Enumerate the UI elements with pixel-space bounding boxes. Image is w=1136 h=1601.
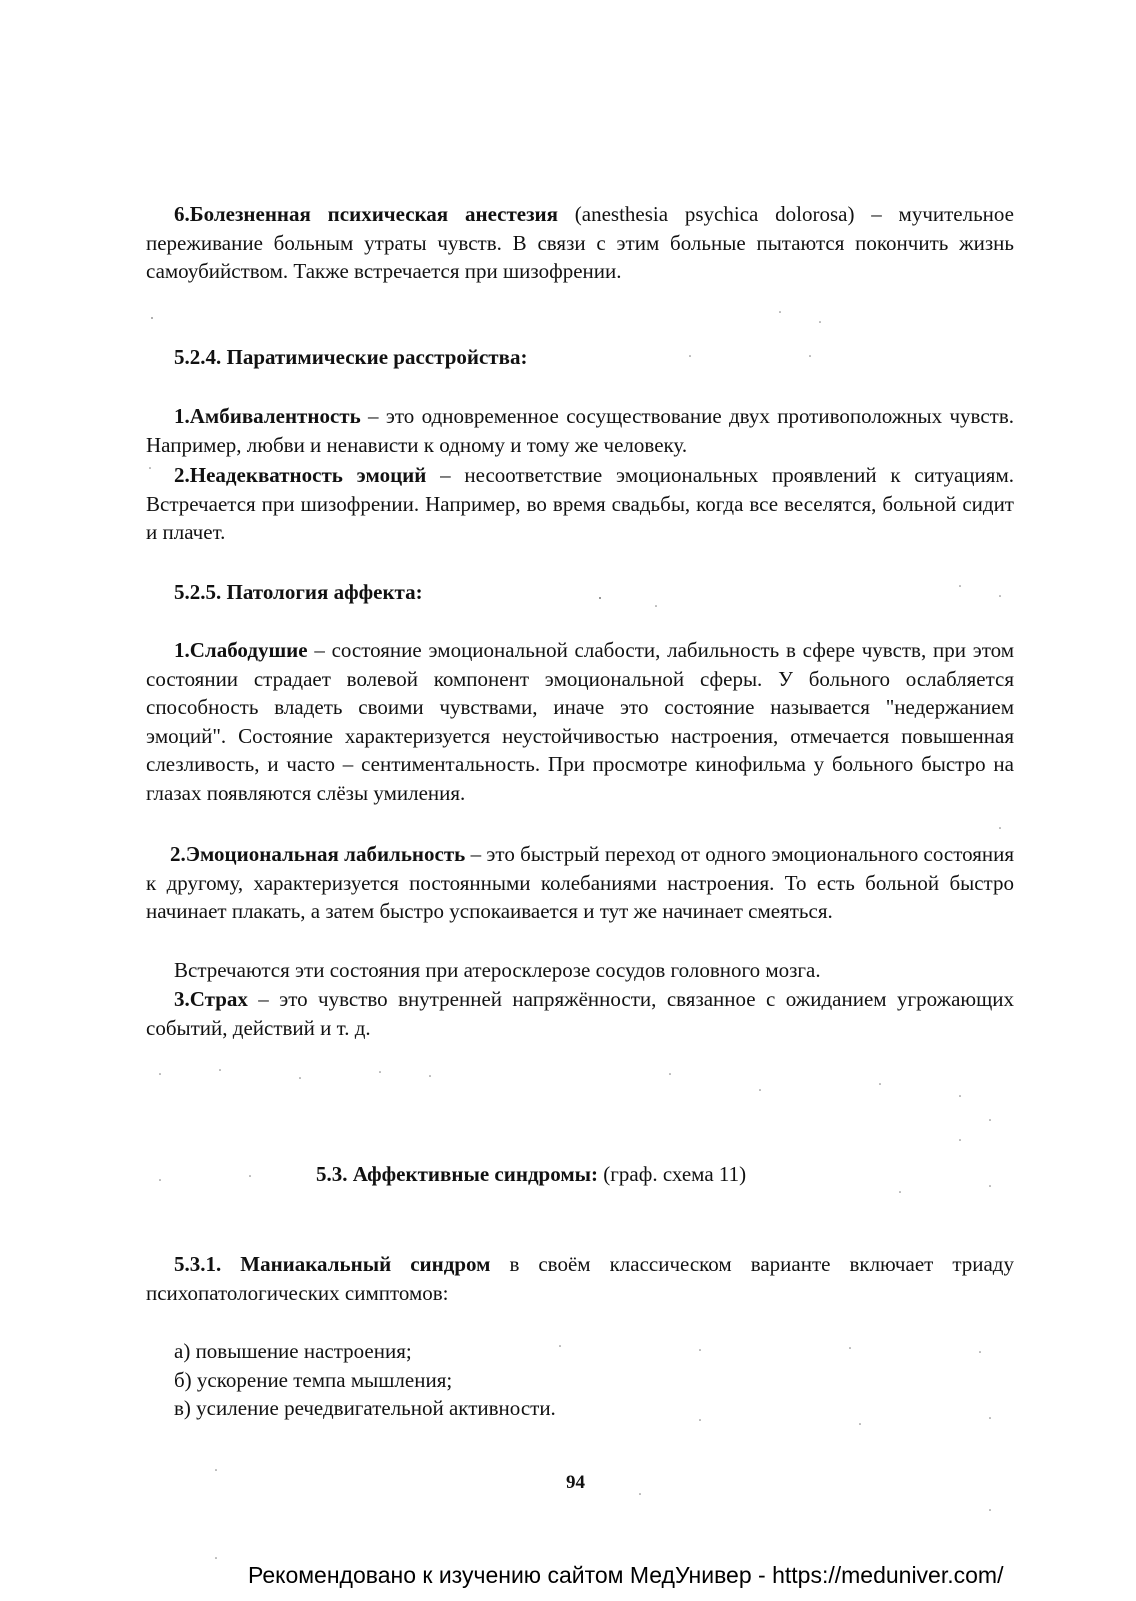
paragraph-manic-syndrome: 5.3.1. Маниакальный синдром в своём классическом варианте включает триаду психопатологических симптомов: bbox=[146, 1252, 1014, 1305]
paragraph-ambivalence: 1.Амбивалентность – это одновременное сосуществование двух противоположных чувств. Например, любви и ненависти к одному и тому же человеку. bbox=[146, 404, 1014, 457]
heading-5-2-5: 5.2.5. Патология аффекта: bbox=[174, 580, 423, 604]
term: 3.Страх bbox=[174, 987, 248, 1011]
paragraph-fear: 3.Страх – это чувство внутренней напряжённости, связанное с ожиданием угрожающих событий, действий и т. д. bbox=[146, 987, 1014, 1040]
term: 2.Неадекватность эмоций bbox=[174, 463, 427, 487]
page-number: 94 bbox=[566, 1472, 585, 1493]
list-item: а) повышение настроения; bbox=[174, 1339, 412, 1363]
paragraph-emotional-lability: 2.Эмоциональная лабильность – это быстрый переход от одного эмоционального состояния к другому, характеризуется постоянными колебаниями настроения. То есть больной быстро начинает плакать, а затем быстро успокаивается и тут же начинает смеяться. bbox=[146, 842, 1014, 923]
term: 2.Эмоциональная лабильность bbox=[170, 842, 466, 866]
term: 1.Амбивалентность bbox=[174, 404, 361, 428]
heading-5-3: 5.3. Аффективные синдромы: (граф. схема 11) bbox=[316, 1162, 747, 1186]
paragraph-inadequate-emotions: 2.Неадекватность эмоций – несоответствие эмоциональных проявлений к ситуациям. Встречается при шизофрении. Например, во время свадьбы, когда все веселятся, больной сидит и плачет. bbox=[146, 463, 1014, 544]
term: 6.Болезненная психическая анестезия bbox=[174, 202, 558, 226]
paragraph-weakheartedness: 1.Слабодушие – состояние эмоциональной слабости, лабильность в сфере чувств, при этом состоянии страдает волевой компонент эмоциональной сферы. У больного ослабляется способность владеть своими чувствами, иначе это состояние называется "недержанием эмоций". Состояние характеризуется неустойчивостью настроения, отмечается повышенная слезливость, и часто – сентиментальность. При просмотре кинофильма у больного быстро на глазах появляются слёзы умиления. bbox=[146, 638, 1014, 805]
paragraph-painful-anesthesia: 6.Болезненная психическая анестезия (anesthesia psychica dolorosa) – мучительное переживание больным утраты чувств. В связи с этим больные пытаются покончить жизнь самоубийством. Также встречается при шизофрении. bbox=[146, 202, 1014, 283]
term: 5.3.1. Маниакальный синдром bbox=[174, 1252, 491, 1276]
list-item: б) ускорение темпа мышления; bbox=[174, 1368, 453, 1392]
paragraph-conditions-note: Встречаются эти состояния при атеросклерозе сосудов головного мозга. bbox=[174, 958, 821, 982]
term: 1.Слабодушие bbox=[174, 638, 308, 662]
heading-5-2-4: 5.2.4. Паратимические расстройства: bbox=[174, 345, 528, 369]
list-item: в) усиление речедвигательной активности. bbox=[174, 1396, 556, 1420]
footer-watermark: Рекомендовано к изучению сайтом МедУнивер - https://meduniver.com/ bbox=[248, 1562, 1004, 1588]
